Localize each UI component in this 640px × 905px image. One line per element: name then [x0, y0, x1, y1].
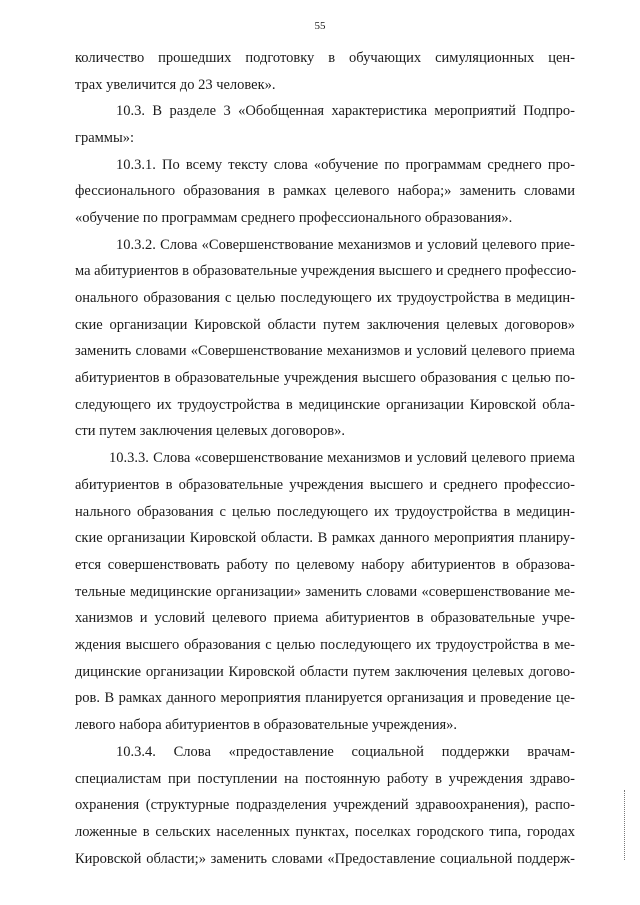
page-number: 55 [314, 20, 326, 32]
text-line: 10.3.4. Слова «предоставление социальной поддержки врачам- [116, 744, 575, 760]
text-line: абитуриентов в образовательные учреждения высшего и среднего профессио- [75, 477, 575, 493]
text-line: граммы»: [75, 130, 135, 146]
text-line: тельные медицинские организации» заменить словами «совершенствование ме- [75, 584, 575, 600]
text-line: заменить словами «Совершенствование механизмов и условий целевого приема [75, 343, 575, 359]
text-line: ждения высшего образования с целью последующего их трудоустройства в ме- [75, 637, 575, 653]
text-line: «обучение по программам среднего профессионального образования». [75, 210, 513, 226]
text-line: 10.3.3. Слова «совершенствование механизмов и условий целевого приема [109, 450, 575, 466]
text-line: ма абитуриентов в образовательные учреждения высшего и среднего профессио- [75, 263, 577, 279]
text-line: ров. В рамках данного мероприятия планируется организация и проведение це- [75, 690, 575, 706]
text-line: следующего их трудоустройства в медицинские организации Кировской обла- [75, 397, 575, 413]
text-line: сти путем заключения целевых договоров». [75, 423, 346, 439]
text-line: фессионального образования в рамках целевого набора;» заменить словами [75, 183, 575, 199]
text-line: 10.3. В разделе 3 «Обобщенная характеристика мероприятий Подпро- [116, 103, 575, 119]
text-line: Кировской области;» заменить словами «Предоставление социальной поддерж- [75, 851, 575, 867]
text-line: ложенные в сельских населенных пунктах, поселках городского типа, городах [75, 824, 575, 840]
text-line: нального образования с целью последующего их трудоустройства в медицин- [75, 504, 575, 520]
text-line: специалистам при поступлении на постоянную работу в учреждения здраво- [75, 771, 575, 787]
text-line: ханизмов и условий целевого приема абитуриентов в образовательные учре- [75, 610, 575, 626]
text-line: ские организации Кировской области. В рамках данного мероприятия планиру- [75, 530, 575, 546]
scan-margin-mark [624, 790, 631, 860]
text-line: ские организации Кировской области путем заключения целевых договоров» [75, 317, 575, 333]
text-line: дицинские организации Кировской области путем заключения целевых догово- [75, 664, 575, 680]
text-line: количество прошедших подготовку в обучающих симуляционных цен- [75, 50, 575, 66]
text-line: левого набора абитуриентов в образовательные учреждения». [75, 717, 458, 733]
text-line: 10.3.1. По всему тексту слова «обучение по программам среднего про- [116, 157, 575, 173]
text-line: абитуриентов в образовательные учреждения высшего образования с целью по- [75, 370, 575, 386]
text-line: ется совершенствовать работу по целевому набору абитуриентов в образова- [75, 557, 575, 573]
text-line: онального образования с целью последующего их трудоустройства в медицин- [75, 290, 575, 306]
text-line: 10.3.2. Слова «Совершенствование механизмов и условий целевого прие- [116, 237, 575, 253]
text-line: охранения (структурные подразделения учреждений здравоохранения), распо- [75, 797, 575, 813]
text-line: трах увеличится до 23 человек». [75, 77, 276, 93]
